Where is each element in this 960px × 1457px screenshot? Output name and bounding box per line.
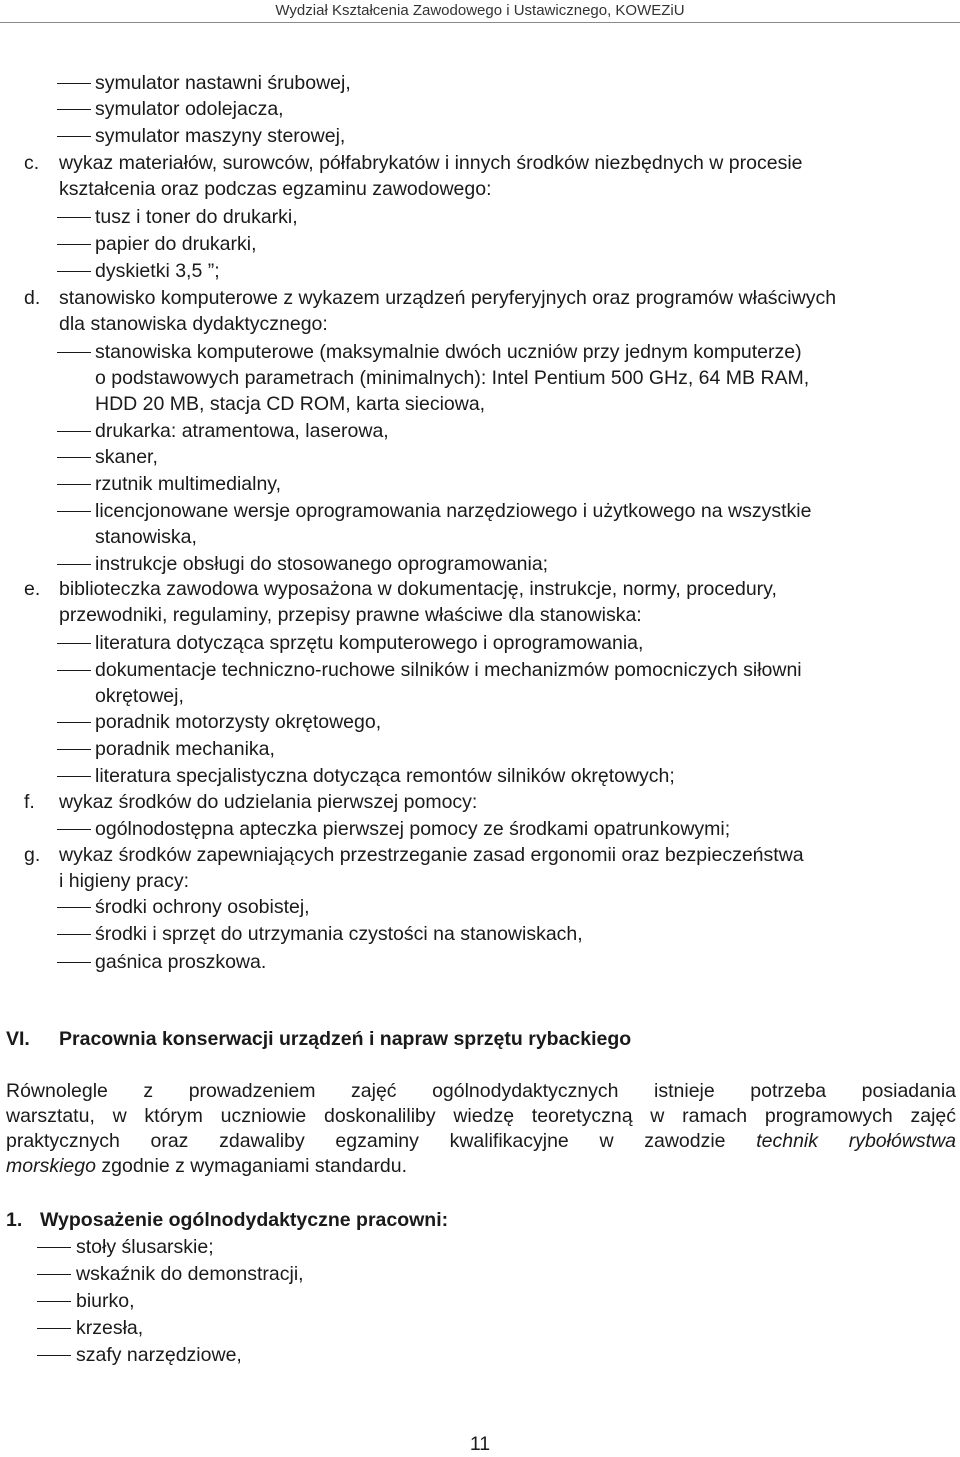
- item-text: wykaz środków zapewniających przestrzeganie zasad ergonomii oraz bezpieczeństwa: [59, 844, 804, 866]
- item-text: stanowisko komputerowe z wykazem urządzeń peryferyjnych oraz programów właściwych: [59, 287, 837, 309]
- item-text: i higieny pracy:: [59, 870, 190, 892]
- paragraph-line: [6, 1129, 956, 1154]
- list-item: dyskietki 3,5 ”;: [95, 260, 220, 282]
- list-item: tusz i toner do drukarki,: [95, 206, 298, 228]
- list-item: symulator maszyny sterowej,: [95, 125, 346, 147]
- subsection-title: Wyposażenie ogólnodydaktyczne pracowni:: [40, 1209, 449, 1231]
- item-marker: d.: [24, 287, 41, 309]
- header-rule: [0, 22, 960, 23]
- dash-bullet: [57, 431, 91, 432]
- list-item: stanowiska komputerowe (maksymalnie dwóch uczniów przy jednym komputerze): [95, 341, 802, 363]
- dash-bullet: [57, 484, 91, 485]
- list-item: szafy narzędziowe,: [76, 1344, 242, 1366]
- list-item: papier do drukarki,: [95, 233, 257, 255]
- list-item: literatura specjalistyczna dotycząca remontów silników okrętowych;: [95, 765, 675, 787]
- dash-bullet: [57, 457, 91, 458]
- list-item: rzutnik multimedialny,: [95, 473, 282, 495]
- dash-bullet: [37, 1355, 71, 1356]
- list-item: poradnik mechanika,: [95, 738, 275, 760]
- dash-bullet: [57, 244, 91, 245]
- list-item: drukarka: atramentowa, laserowa,: [95, 420, 389, 442]
- page-header: [0, 0, 960, 24]
- paragraph-line: warsztatu, w którym uczniowie doskonaliliby wiedzę teoretyczną w ramach programowych zajęć: [6, 1105, 956, 1127]
- item-text: wykaz materiałów, surowców, półfabrykatów i innych środków niezbędnych w procesie: [59, 152, 803, 174]
- dash-bullet: [57, 352, 91, 353]
- subsection-number: 1.: [6, 1209, 23, 1231]
- list-item: biurko,: [76, 1290, 135, 1312]
- list-item-continuation: stanowiska,: [95, 526, 197, 548]
- item-text: dla stanowiska dydaktycznego:: [59, 313, 328, 335]
- dash-bullet: [57, 564, 91, 565]
- dash-bullet: [57, 776, 91, 777]
- dash-bullet: [57, 749, 91, 750]
- dash-bullet: [57, 643, 91, 644]
- dash-bullet: [57, 83, 91, 84]
- item-text: biblioteczka zawodowa wyposażona w dokumentację, instrukcje, normy, procedury,: [59, 578, 777, 600]
- list-item: skaner,: [95, 446, 158, 468]
- dash-bullet: [37, 1301, 71, 1302]
- header-text: Wydział Kształcenia Zawodowego i Ustawicznego, KOWEZiU: [275, 2, 685, 19]
- list-item: licencjonowane wersje oprogramowania narzędziowego i użytkowego na wszystkie: [95, 500, 812, 522]
- item-marker: g.: [24, 844, 41, 866]
- dash-bullet: [57, 907, 91, 908]
- list-item: gaśnica proszkowa.: [95, 951, 267, 973]
- paragraph-text: praktycznych oraz zdawaliby egzaminy kwalifikacyjne w zawodzie: [6, 1130, 726, 1152]
- dash-bullet: [57, 271, 91, 272]
- item-text: wykaz środków do udzielania pierwszej pomocy:: [59, 791, 478, 813]
- list-item: krzesła,: [76, 1317, 144, 1339]
- dash-bullet: [57, 934, 91, 935]
- dash-bullet: [57, 829, 91, 830]
- paragraph-text: zgodnie z wymaganiami standardu.: [101, 1155, 408, 1177]
- paragraph-line: Równolegle z prowadzeniem zajęć ogólnodydaktycznych istnieje potrzeba posiadania: [6, 1080, 956, 1102]
- dash-bullet: [57, 722, 91, 723]
- list-item: środki i sprzęt do utrzymania czystości na stanowiskach,: [95, 923, 583, 945]
- item-marker: c.: [24, 152, 40, 174]
- list-item: ogólnodostępna apteczka pierwszej pomocy ze środkami opatrunkowymi;: [95, 818, 731, 840]
- list-item: instrukcje obsługi do stosowanego oprogramowania;: [95, 553, 549, 575]
- section-number: VI.: [6, 1028, 30, 1050]
- item-marker: e.: [24, 578, 41, 600]
- list-item: symulator nastawni śrubowej,: [95, 72, 351, 94]
- list-item-continuation: o podstawowych parametrach (minimalnych): Intel Pentium 500 GHz, 64 MB RAM,: [95, 367, 810, 389]
- dash-bullet: [57, 109, 91, 110]
- dash-bullet: [57, 511, 91, 512]
- section-title: Pracownia konserwacji urządzeń i napraw sprzętu rybackiego: [59, 1028, 632, 1050]
- paragraph-italic-text: morskiego: [6, 1155, 96, 1177]
- paragraph-italic-text: technik rybołówstwa: [756, 1130, 956, 1152]
- item-text: przewodniki, regulaminy, przepisy prawne właściwe dla stanowiska:: [59, 604, 642, 626]
- dash-bullet: [57, 962, 91, 963]
- item-text: kształcenia oraz podczas egzaminu zawodowego:: [59, 178, 492, 200]
- list-item: stoły ślusarskie;: [76, 1236, 214, 1258]
- dash-bullet: [57, 217, 91, 218]
- list-item: dokumentacje techniczno-ruchowe silników i mechanizmów pomocniczych siłowni: [95, 659, 802, 681]
- list-item: środki ochrony osobistej,: [95, 896, 310, 918]
- list-item: symulator odolejacza,: [95, 98, 284, 120]
- page-number: 11: [469, 1433, 491, 1455]
- list-item-continuation: HDD 20 MB, stacja CD ROM, karta sieciowa,: [95, 393, 486, 415]
- dash-bullet: [57, 670, 91, 671]
- list-item: poradnik motorzysty okrętowego,: [95, 711, 382, 733]
- list-item-continuation: okrętowej,: [95, 685, 184, 707]
- item-marker: f.: [24, 791, 35, 813]
- list-item: literatura dotycząca sprzętu komputerowego i oprogramowania,: [95, 632, 644, 654]
- dash-bullet: [37, 1328, 71, 1329]
- dash-bullet: [57, 136, 91, 137]
- list-item: wskaźnik do demonstracji,: [76, 1263, 304, 1285]
- dash-bullet: [37, 1274, 71, 1275]
- paragraph-line: [6, 1154, 956, 1179]
- dash-bullet: [37, 1247, 71, 1248]
